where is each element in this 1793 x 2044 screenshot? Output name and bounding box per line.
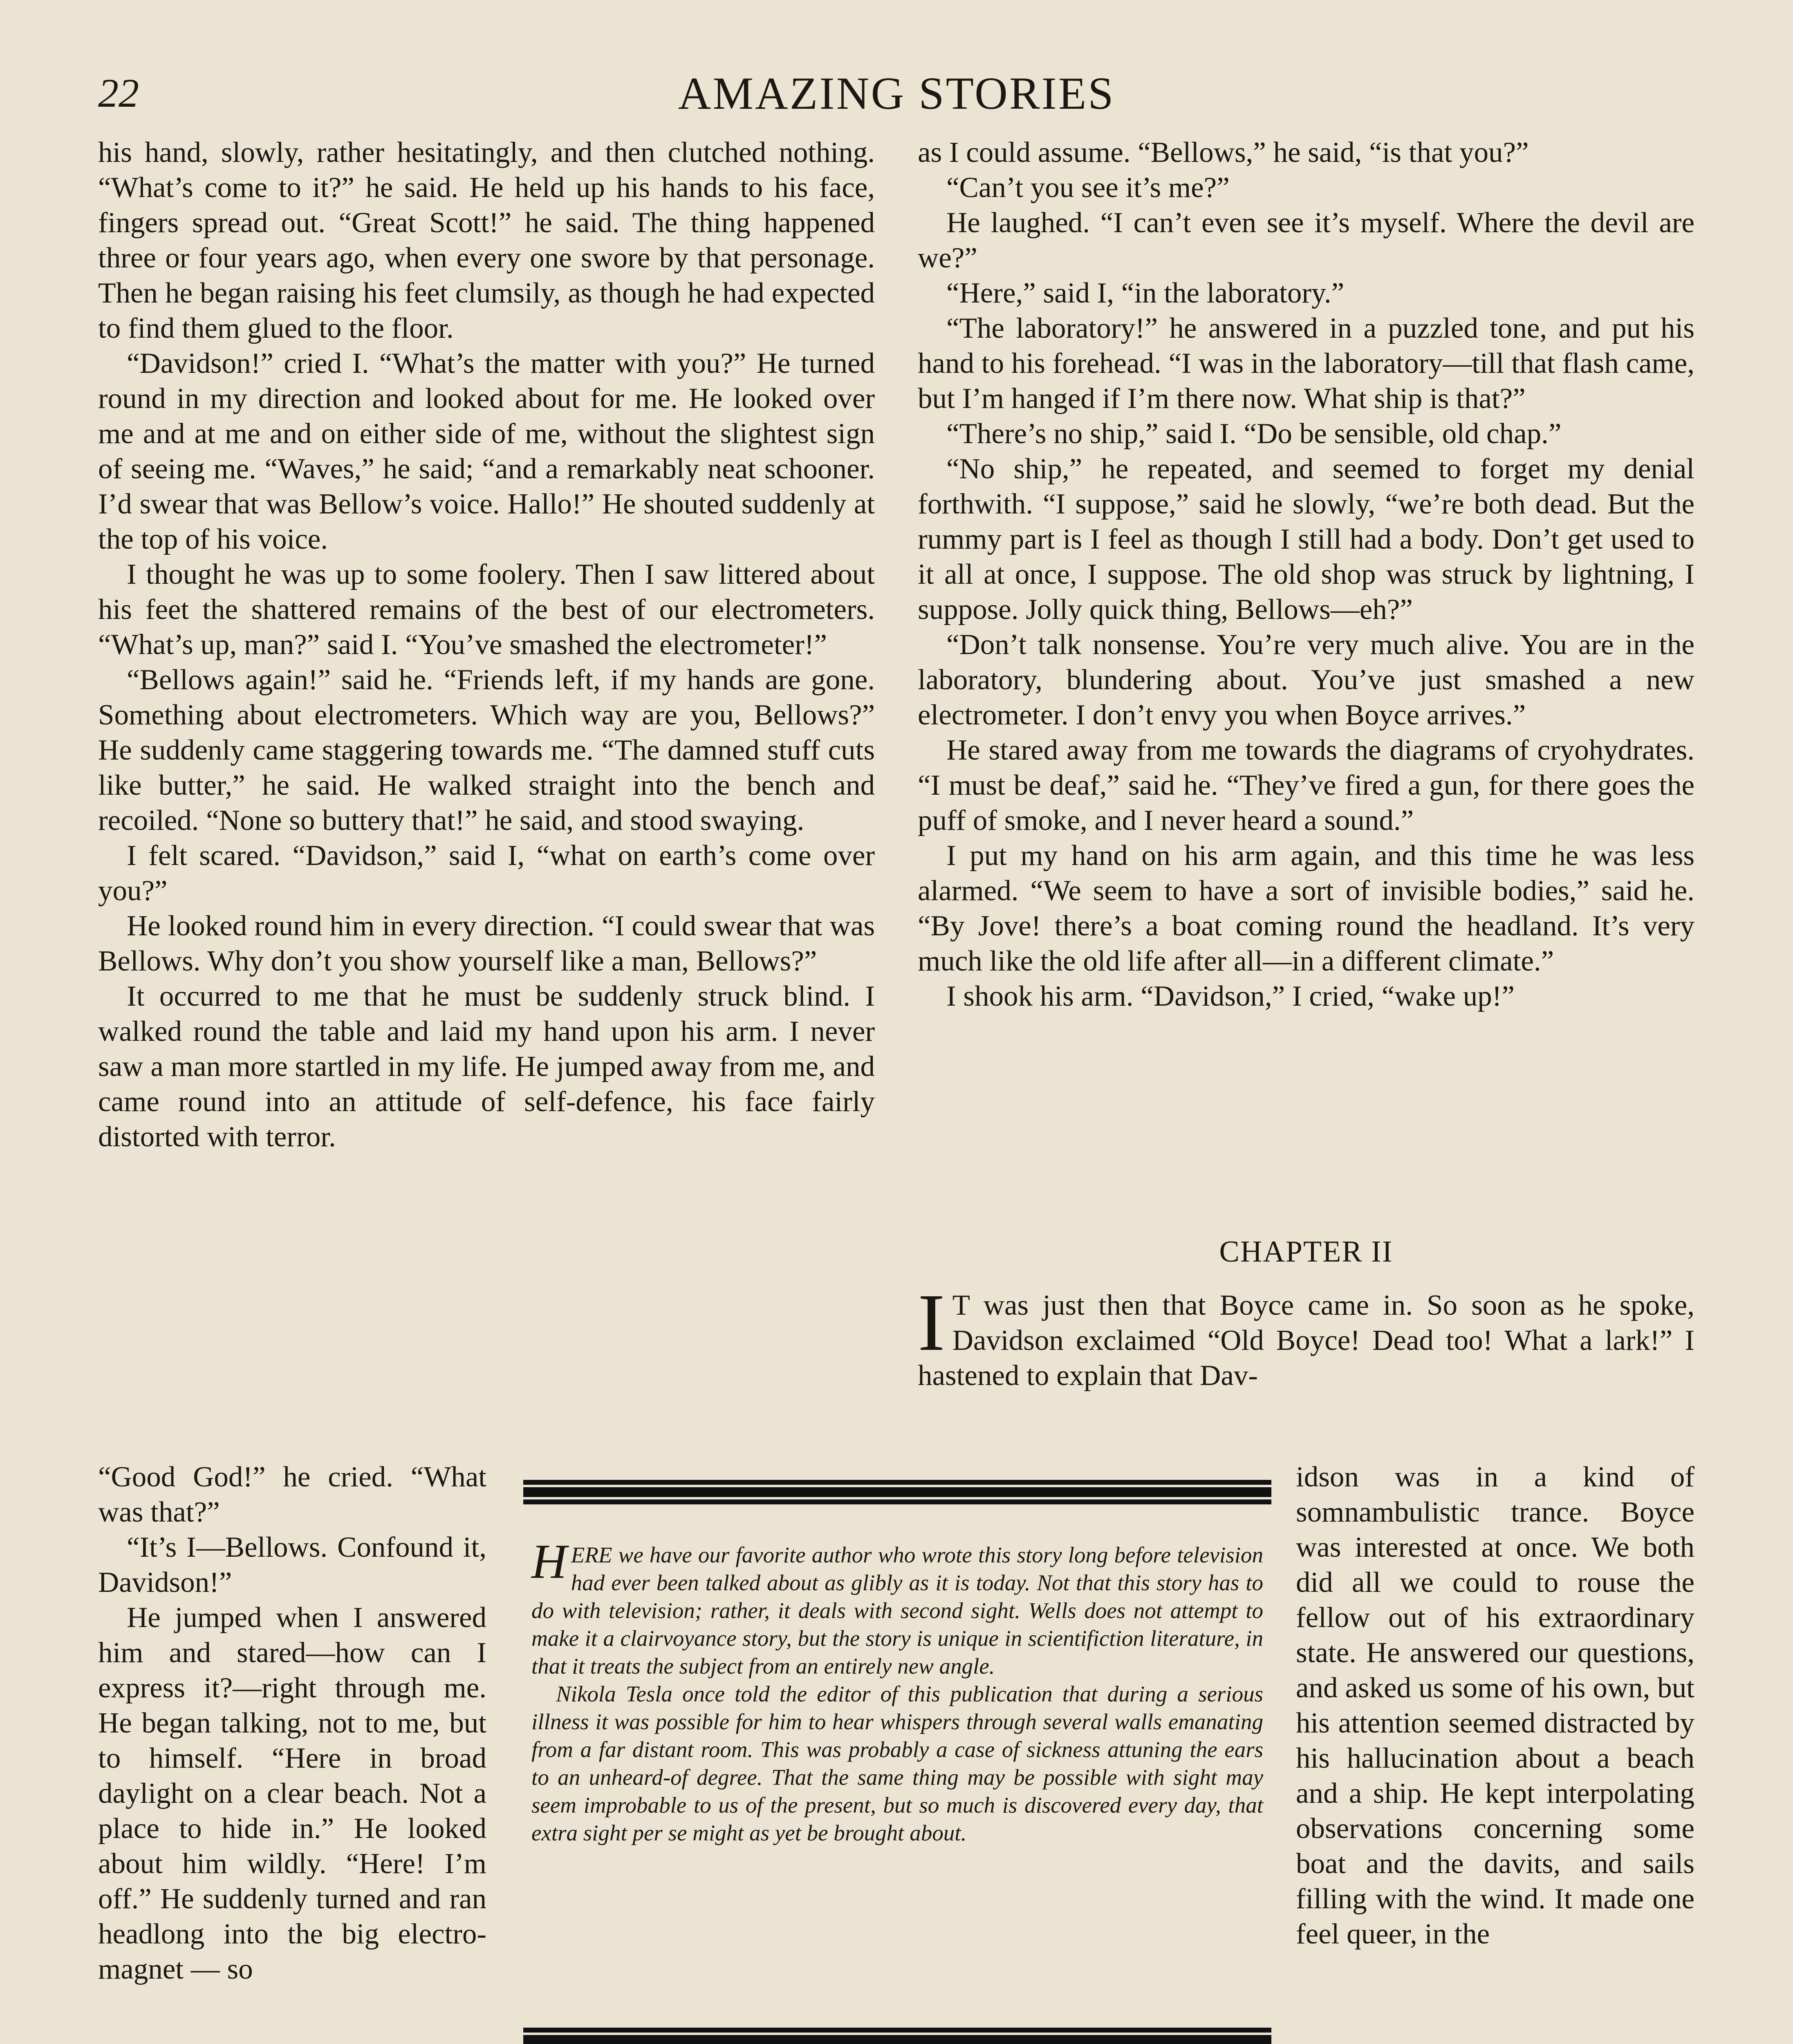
decorative-rule-top [523, 1480, 1271, 1504]
paragraph: “It’s I—Bellows. Confound it, Davidson!” [98, 1531, 486, 1598]
chapter-opening [918, 1288, 1694, 1464]
paragraph: He stared away from me towards the diagrams of cryohydrates. “I must be deaf,” said he. “They’ve fired a gun, for there goes the puff of smoke, and I never heard a sound.” [918, 734, 1694, 836]
right-column-wrap [1296, 1459, 1694, 2044]
editorial-paragraph: Nikola Tesla once told the editor of this publication that during a serious illness it was possible for him to hear whispers through several walls emanating from a far distant room. This was probably a case of sickness attuning the ears to an unheard-of degree. That the same thing may be possible with sight may seem improbable to us of the present, but so much is discovered every day, that extra sight per se might as yet be brought about. [531, 1681, 1263, 1845]
paragraph: “Here,” said I, “in the laboratory.” [946, 277, 1345, 309]
right-column-top [918, 135, 1694, 1222]
paragraph: It occurred to me that he must be suddenly struck blind. I walked round the table and laid my hand upon his arm. I never saw a man more startled in my life. He jumped away from me, and came round into an attitude of self-defence, his face fairly distorted with terror. [98, 980, 875, 1153]
paragraph: I shook his arm. “Davidson,” I cried, “wake up!” [946, 980, 1515, 1012]
paragraph: I thought he was up to some foolery. Then I saw littered about his feet the shattered remains of the best of our electrometers. “What’s up, man?” said I. “You’ve smashed the electrometer!” [98, 558, 875, 661]
paragraph: I felt scared. “Davidson,” said I, “what on earth’s come over you?” [98, 840, 875, 907]
page-header [90, 61, 1703, 119]
editorial-note-text [531, 1534, 1263, 1847]
paragraph: “Davidson!” cried I. “What’s the matter with you?” He turned round in my direction and looked about for me. He looked over me and at me and on either side of me, without the slightest sign of seeing me. “Waves,” he said; “and a remarkably neat schooner. I’d swear that was Bellow’s voice. Hallo!” He shouted suddenly at the top of his voice. [98, 347, 875, 555]
page-number: 22 [98, 70, 139, 116]
magazine-title: AMAZING STORIES [678, 68, 1115, 119]
left-column-top [98, 135, 875, 1459]
paragraph: his hand, slowly, rather hesitatingly, and then clutched nothing. “What’s come to it?” he said. He held up his hands to his face, fingers spread out. “Great Scott!” he said. The thing happened three or four years ago, when every one swore by that personage. Then he began raising his feet clumsily, as though he had expected to find them glued to the floor. [98, 137, 875, 344]
editorial-drop-cap: H [531, 1534, 567, 1589]
paragraph: “Bellows again!” said he. “Friends left, if my hands are gone. Something about electrometers. Which way are you, Bellows?” He suddenly came staggering towards me. “The damned stuff cuts like butter,” he said. He walked straight into the bench and recoiled. “None so buttery that!” he said, and stood swaying. [98, 664, 875, 836]
paragraph: “The laboratory!” he answered in a puzzled tone, and put his hand to his forehead. “I was in the laboratory—till that flash came, but I’m hanged if I’m there now. What ship is that?” [918, 312, 1694, 415]
paragraph: idson was in a kind of somnambulistic trance. Boyce was interested at once. We both did all we could to rouse the fellow out of his extraordinary state. He answered our questions, and asked us some of his own, but his attention seemed distracted by his hallucination about a beach and a ship. He kept interpolating observations concerning some boat and the davits, and sails filling with the wind. It made one feel queer, in the [1296, 1461, 1694, 1950]
drop-cap: I [918, 1288, 945, 1368]
paragraph: as I could assume. “Bellows,” he said, “is that you?” [918, 137, 1529, 168]
editorial-paragraph: HERE we have our favorite author who wrote this story long before television had ever been talked about as glibly as it is today. Not that this story has to do with television; rather, it deals with second sight. Wells does not attempt to make it a clairvoyance story, but the story is unique in scientifiction literature, in that it treats the subject from an entirely new angle. [531, 1534, 1263, 1679]
paragraph: “Good God!” he cried. “What was that?” [98, 1461, 486, 1528]
paragraph: “Can’t you see it’s me?” [946, 172, 1230, 204]
paragraph: “No ship,” he repeated, and seemed to forget my denial forthwith. “I suppose,” said he slowly, “we’re both dead. But the rummy part is I feel as though I still had a body. Don’t get used to it all at once, I suppose. The old shop was struck by lightning, I suppose. Jolly quick thing, Bellows—eh?” [918, 453, 1694, 625]
paragraph: “Don’t talk nonsense. You’re very much alive. You are in the laboratory, blundering about. You’ve just smashed a new electrometer. I don’t envy you when Boyce arrives.” [918, 629, 1694, 731]
paragraph: “There’s no ship,” said I. “Do be sensible, old chap.” [946, 418, 1562, 450]
paragraph: He looked round him in every direction. “I could swear that was Bellows. Why don’t you show yourself like a man, Bellows?” [98, 910, 875, 977]
editorial-note-box [523, 1480, 1271, 2044]
paragraph: He laughed. “I can’t even see it’s myself. Where the devil are we?” [918, 207, 1694, 274]
left-column-wrap [98, 1459, 486, 2044]
paragraph: I put my hand on his arm again, and this time he was less alarmed. “We seem to have a sort of invisible bodies,” said he. “By Jove! there’s a boat coming round the headland. It’s very much like the old life after all—in a different climate.” [918, 840, 1694, 977]
paragraph: He jumped when I answered him and stared—how can I express it?—right through me. He began talking, not to me, but to himself. “Here in broad daylight on a clear beach. Not a place to hide in.” He looked about him wildly. “Here! I’m off.” He suddenly turned and ran headlong into the big electro-magnet — so [98, 1602, 486, 1985]
chapter-heading: CHAPTER II [1219, 1235, 1393, 1269]
chapter-opening-text: T was just then that Boyce came in. So soon as he spoke, Davidson exclaimed “Old Boyce! Dead too! What a lark!” I hastened to explain that Dav- [918, 1289, 1694, 1392]
decorative-rule-bottom [523, 2028, 1271, 2044]
